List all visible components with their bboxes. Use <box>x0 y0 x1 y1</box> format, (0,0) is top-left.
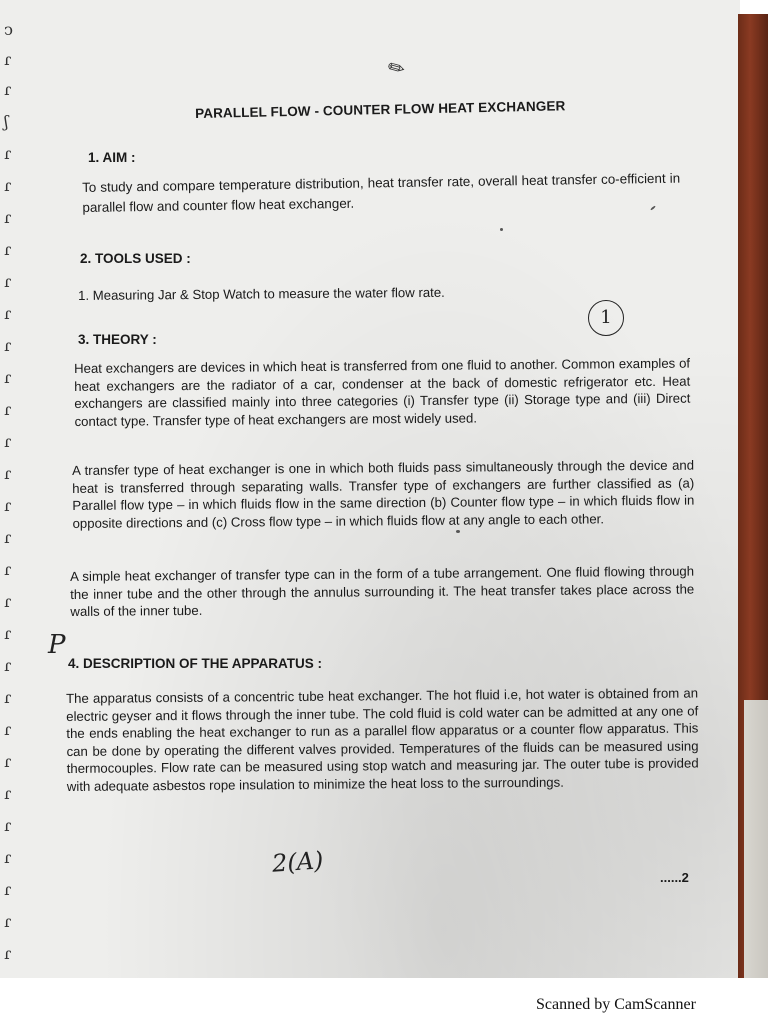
handwritten-note: 2(A) <box>271 846 325 878</box>
theory-paragraph-2 <box>72 457 695 532</box>
theory-text-1: Heat exchangers are devices in which heat is transferred from one fluid to another. Common examples of heat exchangers are the radiator of a car, condenser at the back of domestic refrigerator etc. Heat exchangers are classified mainly into three categories (i) Transfer type (ii) Storage type and (iii) Direct contact type. Transfer type of heat exchangers are most widely used. <box>74 355 691 429</box>
description-heading: 4. DESCRIPTION OF THE APPARATUS : <box>68 656 323 671</box>
speck <box>500 228 503 231</box>
tools-item-1: 1. Measuring Jar & Stop Watch to measure the water flow rate. <box>78 284 445 303</box>
theory-paragraph-1 <box>74 355 691 430</box>
tools-heading: 2. TOOLS USED : <box>80 251 191 266</box>
margin-mark: P <box>48 630 66 660</box>
circled-page-number: 1 <box>588 300 624 336</box>
spiral-binding-marks: ↄ ɾ ɾ ʃ ɾ ɾ ɾ ɾ ɾ ɾ ɾ ɾ ɾ ɾ ɾ ɾ ɾ ɾ ɾ ɾ ɾ ɾ ɾ ɾ ɾ ɾ ɾ ɾ ɾ ɾ <box>4 20 13 963</box>
theory-heading: 3. THEORY : <box>78 332 157 347</box>
scanner-watermark: Scanned by CamScanner <box>536 996 696 1013</box>
theory-paragraph-3 <box>70 563 694 621</box>
page-title: PARALLEL FLOW - COUNTER FLOW HEAT EXCHANGER <box>195 98 566 121</box>
theory-text-2: A transfer type of heat exchanger is one in which both fluids pass simultaneously through the device and heat is transferred through separating walls. Transfer type of exchangers are further classified as (a) Parallel flow type – in which fluids flow in the same direction (b) Counter flow type – in which fluids flow in opposite directions and (c) Cross flow type – in which fluids flow at any angle to each other. <box>72 457 695 531</box>
table-surface <box>744 700 768 978</box>
aim-heading: 1. AIM : <box>88 150 136 165</box>
pen-doodle-icon: ✎ <box>383 53 410 83</box>
aim-text: To study and compare temperature distribution, heat transfer rate, overall heat transfer co-efficient in parallel flow and counter flow heat exchanger. <box>82 170 681 215</box>
description-text: The apparatus consists of a concentric tube heat exchanger. The hot fluid i.e, hot water is obtained from an electric geyser and it flows through the inner tube. The cold fluid is cold water can be admitted at any one of the ends enabling the heat exchanger to run as a parallel flow apparatus or a counter flow apparatus. This can be done by operating the different valves provided. Temperatures of the fluids can be measured using thermocouples. Flow rate can be measured using stop watch and measuring jar. The outer tube is provided with adequate asbestos rope insulation to minimize the heat loss to the surroundings. <box>66 685 699 794</box>
continuation-marker: ......2 <box>660 870 689 885</box>
theory-text-3: A simple heat exchanger of transfer type can in the form of a tube arrangement. One fluid flowing through the inner tube and the other through the annulus surrounding it. The heat transfer takes place across the walls of the inner tube. <box>70 563 695 619</box>
speck <box>456 530 460 533</box>
